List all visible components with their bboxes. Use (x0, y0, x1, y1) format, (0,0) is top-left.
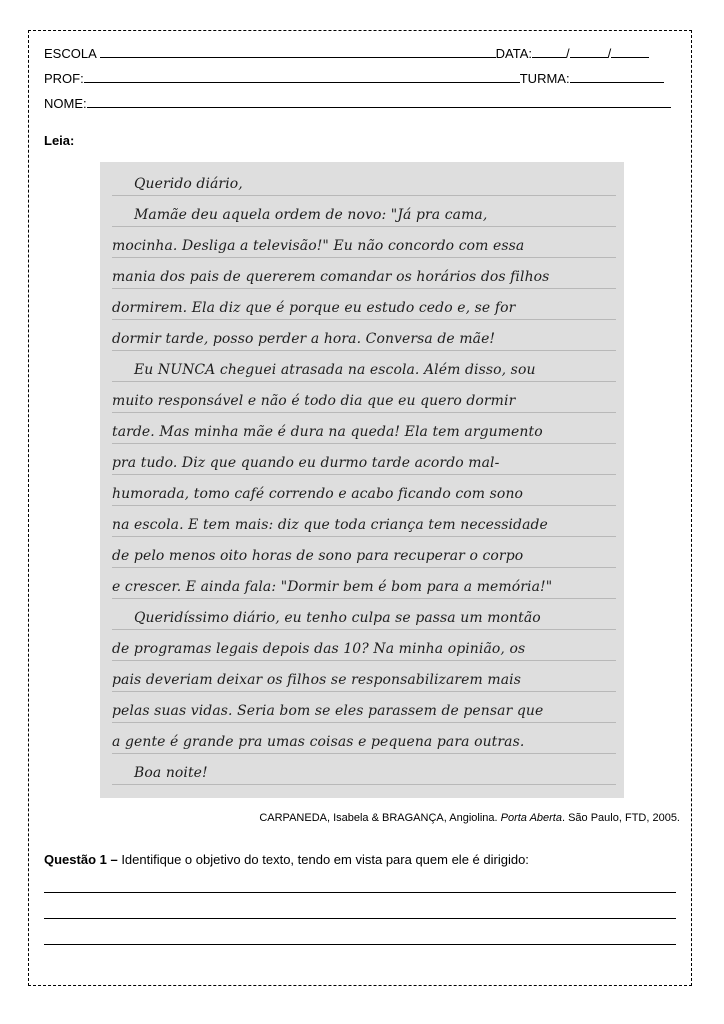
ruled-line (112, 629, 616, 630)
credit-authors: CARPANEDA, Isabela & BRAGANÇA, Angiolina. (259, 812, 498, 824)
ruled-line (112, 350, 616, 351)
diary-line: na escola. E tem mais: diz que toda criança tem necessidade (112, 517, 548, 533)
ruled-line (112, 412, 616, 413)
answer-line-1[interactable] (44, 892, 676, 893)
diary-line: mocinha. Desliga a televisão!" Eu não concordo com essa (112, 238, 525, 254)
diary-line: muito responsável e não é todo dia que eu quero dormir (112, 393, 516, 409)
date-year-field[interactable] (611, 44, 649, 58)
date-separator: / (566, 46, 570, 61)
header-school-row (44, 44, 676, 62)
date-label: DATA: (495, 46, 533, 61)
teacher-field[interactable] (84, 69, 520, 83)
diary-line: dormir tarde, posso perder a hora. Conversa de mãe! (112, 331, 496, 347)
ruled-line (112, 567, 616, 568)
ruled-line (112, 443, 616, 444)
diary-line: de pelo menos oito horas de sono para recuperar o corpo (112, 548, 524, 564)
ruled-line (112, 226, 616, 227)
name-field[interactable] (87, 94, 671, 108)
read-instruction: Leia: (44, 133, 75, 148)
ruled-line (112, 319, 616, 320)
diary-line: Mamãe deu aquela ordem de novo: "Já pra cama, (134, 207, 488, 223)
diary-line: pais deveriam deixar os filhos se responsabilizarem mais (112, 672, 521, 688)
ruled-line (112, 722, 616, 723)
ruled-line (112, 660, 616, 661)
ruled-line (112, 288, 616, 289)
ruled-line (112, 536, 616, 537)
diary-line: pra tudo. Diz que quando eu durmo tarde acordo mal- (112, 455, 500, 471)
diary-line: dormirem. Ela diz que é porque eu estudo cedo e, se for (112, 300, 516, 316)
ruled-line (112, 505, 616, 506)
class-label: TURMA: (519, 71, 570, 86)
diary-line: humorada, tomo café correndo e acabo ficando com sono (112, 486, 524, 502)
date-day-field[interactable] (532, 44, 566, 58)
school-label: ESCOLA (44, 46, 97, 61)
ruled-line (112, 381, 616, 382)
source-credit (259, 812, 680, 824)
diary-line: Eu NUNCA cheguei atrasada na escola. Além disso, sou (134, 362, 536, 378)
diary-line: pelas suas vidas. Seria bom se eles parassem de pensar que (112, 703, 544, 719)
diary-line: e crescer. E ainda fala: "Dormir bem é bom para a memória!" (112, 579, 553, 595)
teacher-label: PROF: (44, 71, 84, 86)
diary-line: Boa noite! (134, 765, 208, 781)
diary-line: Querido diário, (134, 176, 243, 192)
question-1-text: Identifique o objetivo do texto, tendo em vista para quem ele é dirigido: (117, 852, 529, 867)
credit-book-title: Porta Aberta (500, 812, 562, 824)
name-label: NOME: (44, 96, 87, 111)
ruled-line (112, 753, 616, 754)
diary-line: mania dos pais de quererem comandar os horários dos filhos (112, 269, 550, 285)
date-month-field[interactable] (570, 44, 608, 58)
header-name-row (44, 94, 676, 112)
date-separator: / (607, 46, 612, 61)
answer-line-3[interactable] (44, 944, 676, 945)
question-1 (44, 852, 529, 867)
class-field[interactable] (570, 69, 664, 83)
ruled-line (112, 474, 616, 475)
diary-line: de programas legais depois das 10? Na minha opinião, os (112, 641, 526, 657)
ruled-line (112, 195, 616, 196)
handwritten-diary-image (100, 162, 624, 798)
ruled-line (112, 257, 616, 258)
credit-publisher: . São Paulo, FTD, 2005. (561, 812, 680, 824)
ruled-line (112, 598, 616, 599)
header-teacher-row (44, 69, 676, 87)
question-1-label: Questão 1 – (44, 852, 118, 867)
diary-line: Queridíssimo diário, eu tenho culpa se passa um montão (134, 610, 541, 626)
school-field[interactable] (100, 44, 496, 58)
ruled-line (112, 784, 616, 785)
answer-line-2[interactable] (44, 918, 676, 919)
diary-line: a gente é grande pra umas coisas e pequena para outras. (112, 734, 525, 750)
ruled-line (112, 691, 616, 692)
diary-line: tarde. Mas minha mãe é dura na queda! Ela tem argumento (112, 424, 543, 440)
